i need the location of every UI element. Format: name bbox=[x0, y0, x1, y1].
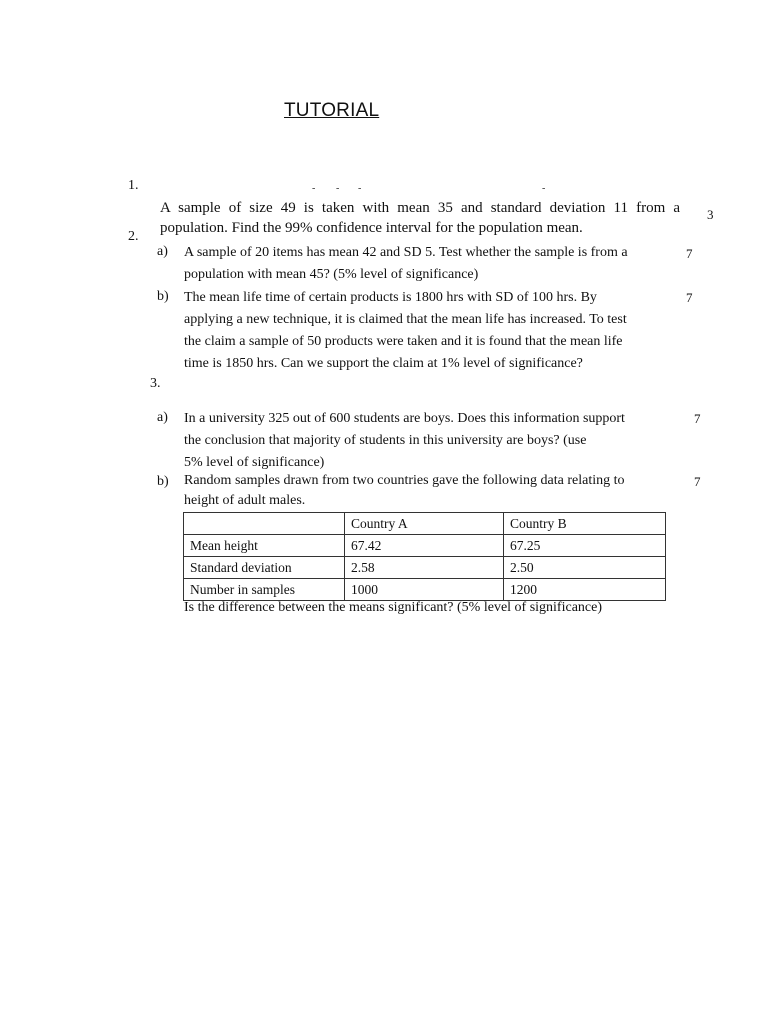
question-3a-marks: 7 bbox=[694, 411, 701, 426]
question-3b-label: b) bbox=[157, 474, 169, 489]
text-line: A sample of 20 items has mean 42 and SD 5. Test whether the sample is from a bbox=[184, 245, 628, 260]
page-title: TUTORIAL bbox=[284, 100, 380, 121]
question-2b-label: b) bbox=[157, 289, 169, 304]
question-2a-marks: 7 bbox=[686, 246, 693, 261]
table-row bbox=[184, 557, 666, 579]
text-line: height of adult males. bbox=[184, 493, 306, 508]
question-2b-text bbox=[184, 287, 627, 375]
table-row bbox=[184, 535, 666, 557]
scan-mark: - bbox=[312, 183, 316, 194]
table-cell: 1000 bbox=[345, 579, 504, 601]
scan-mark: - bbox=[542, 183, 546, 194]
table-cell: Standard deviation bbox=[184, 557, 345, 579]
table-header-cell: Country B bbox=[504, 513, 666, 535]
scan-mark: - bbox=[336, 183, 340, 194]
text-line: In a university 325 out of 600 students are boys. Does this information support bbox=[184, 411, 625, 426]
text-line: the claim a sample of 50 products were taken and it is found that the mean life bbox=[184, 334, 623, 349]
table-cell: Mean height bbox=[184, 535, 345, 557]
question-3a-label: a) bbox=[157, 410, 168, 425]
text-line: applying a new technique, it is claimed that the mean life has increased. To test bbox=[184, 312, 627, 327]
table-cell: Number in samples bbox=[184, 579, 345, 601]
question-3b-follow-up: Is the difference between the means significant? (5% level of significance) bbox=[184, 600, 603, 615]
question-1-text: A sample of size 49 is taken with mean 35 and standard deviation 11 from a population. Find the 99% confidence interval for the population mean. bbox=[160, 200, 680, 236]
text-line: The mean life time of certain products is 1800 hrs with SD of 100 hrs. By bbox=[184, 290, 597, 305]
scan-mark: - bbox=[358, 183, 362, 194]
question-3b-marks: 7 bbox=[694, 474, 701, 489]
question-3-number: 3. bbox=[150, 376, 161, 391]
question-3a-text bbox=[184, 408, 625, 474]
table-cell: 2.50 bbox=[504, 557, 666, 579]
table-header-cell bbox=[184, 513, 345, 535]
question-1-number: 1. bbox=[128, 178, 139, 193]
question-2a-label: a) bbox=[157, 244, 168, 259]
table-header-cell: Country A bbox=[345, 513, 504, 535]
table-cell: 67.42 bbox=[345, 535, 504, 557]
text-line: Random samples drawn from two countries gave the following data relating to bbox=[184, 473, 625, 488]
text-line: 5% level of significance) bbox=[184, 455, 325, 470]
question-3b-text bbox=[184, 471, 625, 511]
question-1-marks: 3 bbox=[707, 207, 714, 222]
table-header-row bbox=[184, 513, 666, 535]
question-2-number: 2. bbox=[128, 229, 139, 244]
text-line: time is 1850 hrs. Can we support the claim at 1% level of significance? bbox=[184, 356, 583, 371]
table-cell: 2.58 bbox=[345, 557, 504, 579]
table-cell: 67.25 bbox=[504, 535, 666, 557]
table-cell: 1200 bbox=[504, 579, 666, 601]
text-line: the conclusion that majority of students in this university are boys? (use bbox=[184, 433, 587, 448]
question-2a-text bbox=[184, 242, 628, 286]
height-data-table bbox=[183, 512, 666, 601]
text-line: population with mean 45? (5% level of significance) bbox=[184, 267, 479, 282]
question-2b-marks: 7 bbox=[686, 290, 693, 305]
